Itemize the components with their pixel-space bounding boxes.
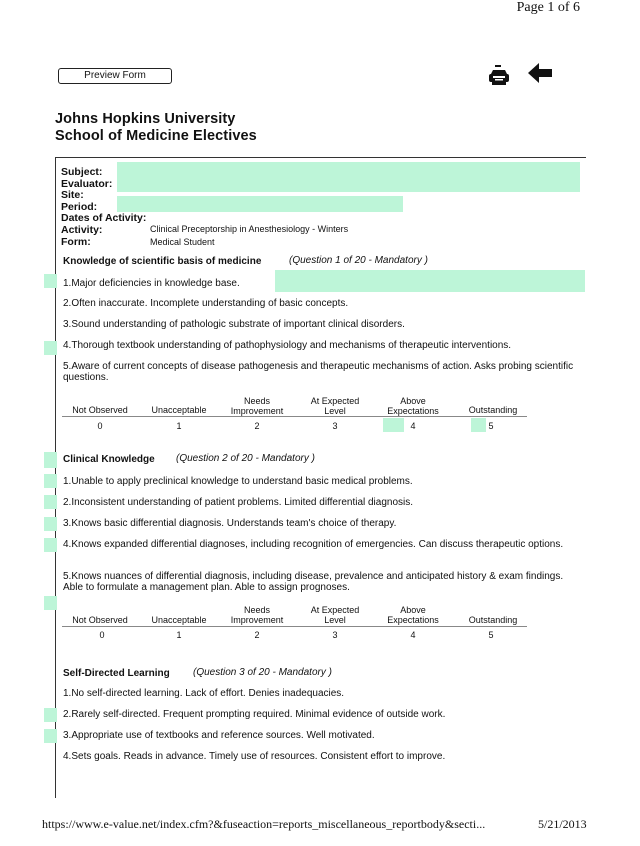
q2-rating-3[interactable]: 3 <box>332 630 338 640</box>
q2-expected-1: At Expected <box>310 605 360 615</box>
q1-needs-1: Needs <box>243 396 270 406</box>
q1-item-1: 1.Major deficiencies in knowledge base. <box>63 278 240 289</box>
q2-scale-above <box>378 605 448 625</box>
q1-above-1: Above <box>400 396 426 406</box>
q1-rating-4[interactable]: 4 <box>410 421 416 431</box>
printer-icon[interactable] <box>487 64 511 88</box>
q1-scale-needs-improvement <box>222 396 292 416</box>
q2-item-5: 5.Knows nuances of differential diagnosis, including disease, prevalence and anticipated history & exam findings. Able to formulate a management plan. Able to assign prognoses. <box>63 571 564 593</box>
q2-title: Clinical Knowledge <box>63 454 155 465</box>
q2-scale-needs-improvement <box>222 605 292 625</box>
q2-scale-rule <box>62 626 527 627</box>
q1-item-3: 3.Sound understanding of pathologic substrate of important clinical disorders. <box>63 319 405 330</box>
q1-expected-1: At Expected <box>310 396 360 406</box>
q2-option-marker-3 <box>44 517 57 531</box>
page-title <box>55 111 257 145</box>
site-label: Site: <box>61 189 84 201</box>
footer-url: https://www.e-value.net/index.cfm?&fuseaction=reports_miscellaneous_reportbody&secti... <box>42 817 486 831</box>
q2-item-4: 4.Knows expanded differential diagnoses, including recognition of emergencies. Can discuss therapeutic options. <box>63 539 564 550</box>
q2-needs-1: Needs <box>243 605 270 615</box>
q1-item-2: 2.Often inaccurate. Incomplete understanding of basic concepts. <box>63 298 349 309</box>
q2-above-2: Expectations <box>387 615 439 625</box>
q3-option-marker-3 <box>44 729 57 743</box>
back-arrow-icon[interactable] <box>527 62 553 84</box>
form-label: Form: <box>61 236 91 248</box>
q1-option-marker <box>44 274 57 288</box>
q2-option-marker-5 <box>44 596 57 610</box>
q1-rating-2[interactable]: 2 <box>254 421 260 431</box>
activity-value: Clinical Preceptorship in Anesthesiology - Winters <box>150 224 349 234</box>
q2-rating-0[interactable]: 0 <box>99 630 105 640</box>
q2-rating-2[interactable]: 2 <box>254 630 260 640</box>
activity-label: Activity: <box>61 224 103 236</box>
q3-question-info: (Question 3 of 20 - Mandatory ) <box>193 667 332 678</box>
q2-marker-title <box>44 452 57 468</box>
q3-item-3: 3.Appropriate use of textbooks and reference sources. Well motivated. <box>63 730 375 741</box>
q1-scale-at-expected <box>300 396 370 416</box>
q2-scale-not-observed: Not Observed <box>72 615 128 625</box>
q2-scale-outstanding: Outstanding <box>468 615 518 625</box>
subject-label: Subject: <box>61 166 103 178</box>
q2-rating-4[interactable]: 4 <box>410 630 416 640</box>
q1-rating-1[interactable]: 1 <box>176 421 182 431</box>
q1-question-info: (Question 1 of 20 - Mandatory ) <box>289 255 428 266</box>
q3-title: Self-Directed Learning <box>63 668 170 679</box>
q1-rating-5[interactable]: 5 <box>488 421 494 431</box>
q2-option-marker-1 <box>44 474 57 488</box>
q3-item-1: 1.No self-directed learning. Lack of effort. Denies inadequacies. <box>63 688 345 699</box>
q1-scale-not-observed: Not Observed <box>72 405 128 415</box>
q1-needs-2: Improvement <box>230 406 284 416</box>
q2-item-3: 3.Knows basic differential diagnosis. Understands team's choice of therapy. <box>63 518 397 529</box>
q1-item-4: 4.Thorough textbook understanding of pathophysiology and mechanisms of therapeutic interventions. <box>63 340 512 351</box>
dates-of-activity-label: Dates of Activity: <box>61 212 147 224</box>
evaluator-label: Evaluator: <box>61 178 113 190</box>
q1-scale-rule <box>62 416 527 417</box>
period-label: Period: <box>61 201 98 213</box>
school-name: School of Medicine Electives <box>55 128 257 144</box>
site-period-field <box>117 196 403 212</box>
preview-form-button[interactable]: Preview Form <box>58 68 172 84</box>
q2-scale-unacceptable: Unacceptable <box>151 615 207 625</box>
page-number: Page 1 of 6 <box>516 0 580 15</box>
q1-rating-4-marker[interactable] <box>383 418 404 432</box>
q2-scale-at-expected <box>300 605 370 625</box>
q2-rating-1[interactable]: 1 <box>176 630 182 640</box>
q2-question-info: (Question 2 of 20 - Mandatory ) <box>176 453 315 464</box>
university-name: Johns Hopkins University <box>55 111 236 127</box>
footer-date: 5/21/2013 <box>538 817 587 831</box>
q2-item-1: 1.Unable to apply preclinical knowledge to understand basic medical problems. <box>63 476 413 487</box>
q2-needs-2: Improvement <box>230 615 284 625</box>
q2-item-2: 2.Inconsistent understanding of patient problems. Limited differential diagnosis. <box>63 497 414 508</box>
q3-item-2: 2.Rarely self-directed. Frequent prompting required. Minimal evidence of outside work. <box>63 709 446 720</box>
q1-item-5: 5.Aware of current concepts of disease pathogenesis and therapeutic mechanisms of action. Asks probing scientific questions. <box>63 361 574 383</box>
q1-scale-above <box>378 396 448 416</box>
q2-option-marker-2 <box>44 495 57 509</box>
form-value: Medical Student <box>150 237 215 247</box>
q1-above-2: Expectations <box>387 406 439 416</box>
q1-title: Knowledge of scientific basis of medicine <box>63 256 262 267</box>
q3-option-marker-2 <box>44 708 57 722</box>
subject-evaluator-field <box>117 162 580 192</box>
q1-rating-3[interactable]: 3 <box>332 421 338 431</box>
q1-option-marker-4 <box>44 341 57 355</box>
q2-option-marker-4 <box>44 538 57 552</box>
q1-scale-unacceptable: Unacceptable <box>151 405 207 415</box>
q2-rating-5[interactable]: 5 <box>488 630 494 640</box>
q1-expected-2: Level <box>324 406 346 416</box>
q3-item-4: 4.Sets goals. Reads in advance. Timely use of resources. Consistent effort to improve. <box>63 751 446 762</box>
q1-scale-outstanding: Outstanding <box>468 405 518 415</box>
q1-rating-0[interactable]: 0 <box>97 421 103 431</box>
q2-expected-2: Level <box>324 615 346 625</box>
q2-above-1: Above <box>400 605 426 615</box>
